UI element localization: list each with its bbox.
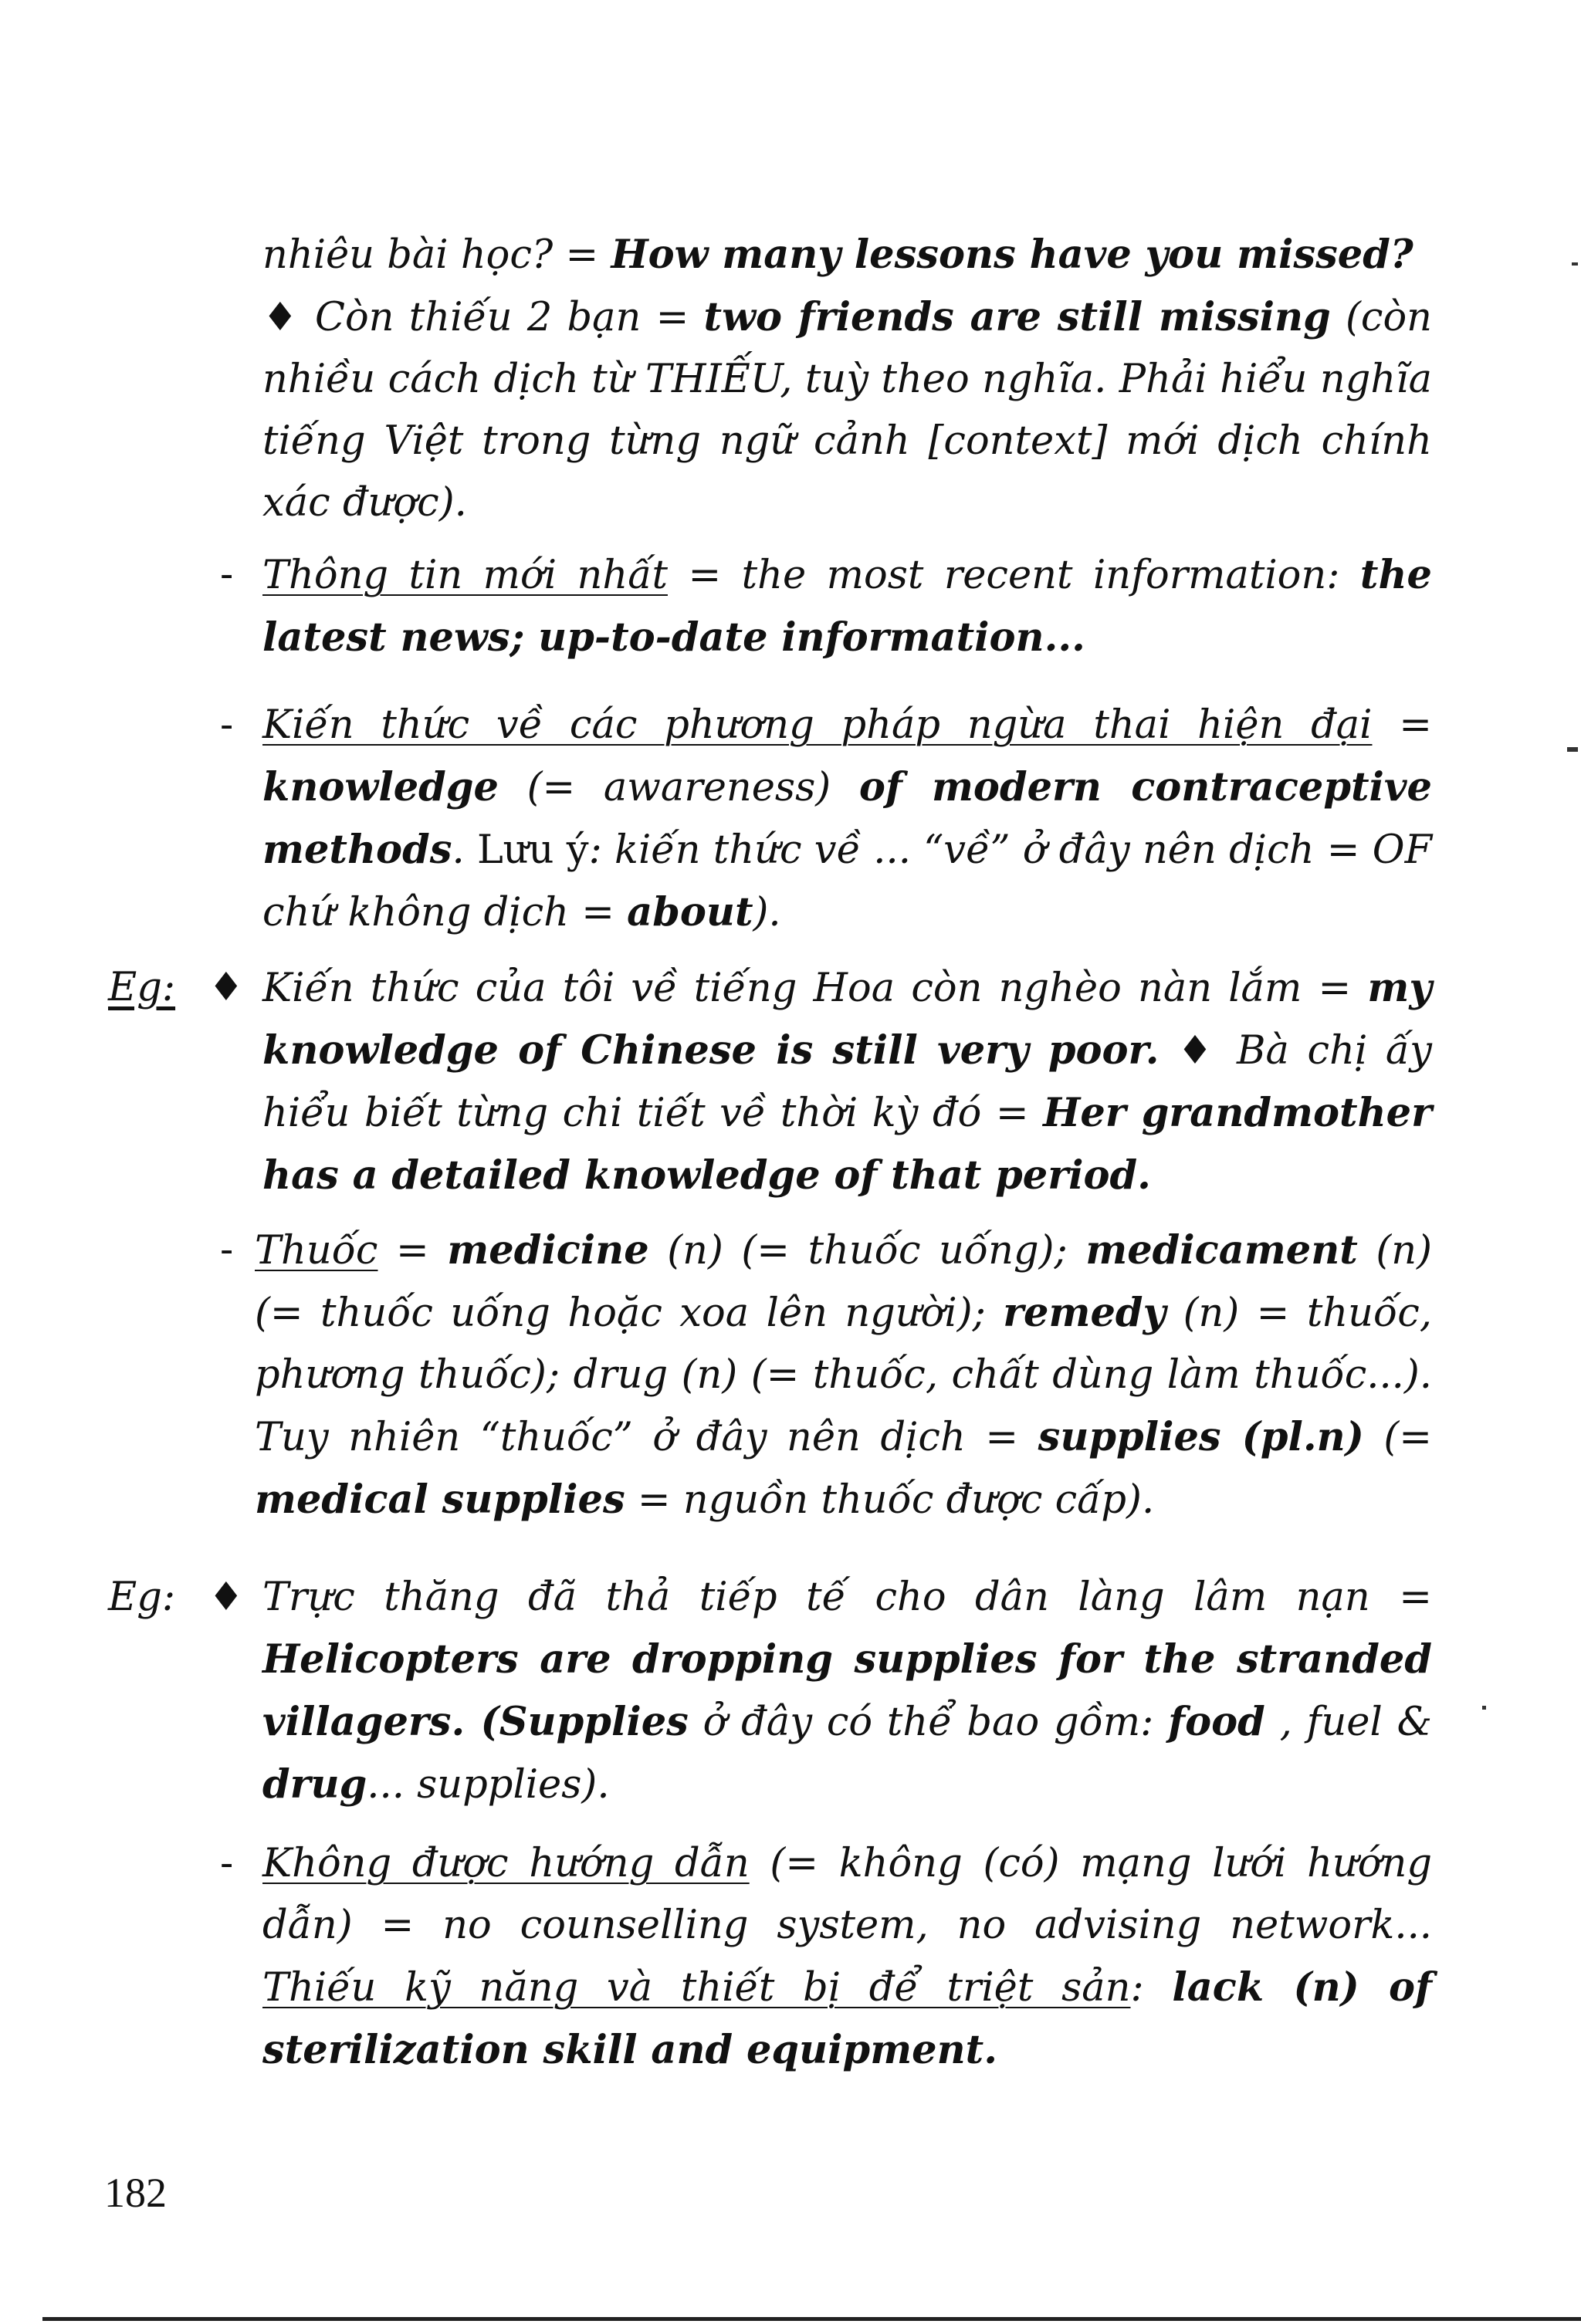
vietnamese-term: Thông tin mới nhất	[262, 553, 668, 598]
english-translation: two friends are still missing	[703, 294, 1331, 340]
english-word: food	[1168, 1699, 1265, 1745]
text: (còn nhiều cách dịch từ THIẾU, tuỳ theo nghĩa. Phải hiểu nghĩa tiếng Việt trong từng ngữ cảnh [context] mới dịch chính xác được).	[262, 295, 1432, 526]
text: ... supplies).	[367, 1762, 610, 1808]
english-translation: the latest news; up-to-date information...	[262, 552, 1432, 661]
text: ).	[753, 890, 781, 935]
scan-mark	[1567, 747, 1578, 752]
bullet-icon: ♦	[1177, 1028, 1219, 1074]
eg-text: Eg:	[108, 965, 176, 1010]
vietnamese-term: Kiến thức về các phương pháp ngừa thai hiện đại	[262, 702, 1373, 748]
dash-marker: -	[220, 552, 234, 597]
english-translation: my knowledge of Chinese is still very poor.	[262, 965, 1432, 1074]
entry-medicine	[220, 1220, 1433, 1531]
paragraph-lessons-missing	[262, 224, 1432, 534]
page-number: 182	[104, 2170, 167, 2216]
text: (=	[1363, 1415, 1433, 1460]
text: = nguồn thuốc được cấp).	[625, 1477, 1155, 1523]
text: Bà chị ấy hiểu biết từng chi tiết về thời kỳ đó =	[262, 1028, 1432, 1136]
dash-marker: -	[220, 1227, 234, 1273]
text: Trực thăng đã thả tiếp tế cho dân làng lâm nạn =	[262, 1575, 1432, 1620]
entry-contraceptive-knowledge	[220, 695, 1432, 944]
english-translation: How many lessons have you missed?	[611, 232, 1413, 278]
text: (= không (có) mạng lưới hướng dẫn) = no counselling system, no advising network...	[262, 1841, 1432, 1948]
text: , fuel &	[1264, 1700, 1432, 1745]
english-word: about	[627, 889, 753, 935]
english-word: medicament	[1085, 1227, 1358, 1274]
text: nhiêu bài học? =	[262, 232, 611, 278]
text: :	[1130, 1965, 1173, 2011]
text: (= awareness)	[498, 765, 859, 810]
english-word: medicine	[447, 1227, 649, 1274]
example-helicopter-supplies	[108, 1567, 1432, 1816]
example-label: Eg:	[108, 1575, 176, 1620]
vietnamese-term: Thuốc	[255, 1228, 378, 1274]
english-translation: Helicopters are dropping supplies for the stranded villagers. (Supplies	[262, 1636, 1432, 1745]
entry-latest-information	[220, 544, 1432, 669]
english-word: remedy	[1003, 1290, 1166, 1336]
example-label	[108, 957, 175, 1019]
text: (n) = thuốc, phương thuốc); drug (n) (= thuốc, chất dùng làm thuốc...). Tuy nhiên “thuốc” ở đây nên dịch =	[255, 1291, 1432, 1460]
english-word: medical supplies	[255, 1477, 625, 1523]
english-translation: knowledge	[262, 764, 499, 810]
text: (n) (= thuốc uống);	[648, 1228, 1086, 1274]
text: : kiến thức về ... “về” ở đây nên dịch = OF chứ không dịch =	[262, 827, 1432, 935]
bullet-icon: ♦	[208, 1575, 244, 1620]
example-chinese-knowledge	[108, 957, 1432, 1207]
english-translation: lack (n) of sterilization skill and equipment.	[262, 1964, 1432, 2073]
english-translation: of modern contraceptive methods	[262, 764, 1432, 873]
english-word: supplies (pl.n)	[1038, 1414, 1364, 1460]
dash-marker: -	[220, 1841, 234, 1886]
bullet-icon: ♦	[208, 965, 244, 1010]
dash-marker: -	[220, 702, 234, 748]
text: =	[1372, 702, 1432, 748]
text: Còn thiếu 2 bạn =	[300, 295, 704, 340]
text: Kiến thức của tôi về tiếng Hoa còn nghèo nàn lắm =	[262, 966, 1368, 1011]
text: =	[377, 1228, 448, 1274]
english-translation: Her grandmother has a detailed knowledge of that period.	[262, 1090, 1432, 1199]
text: = the most recent information:	[667, 553, 1360, 598]
entry-no-counselling	[220, 1833, 1432, 2082]
scan-mark	[1482, 1706, 1486, 1710]
vietnamese-term: Không được hướng dẫn	[262, 1841, 750, 1886]
bullet-icon: ♦	[262, 295, 300, 340]
text: ở đây có thể bao gồm:	[688, 1700, 1169, 1745]
english-word: drug	[262, 1761, 367, 1808]
scan-mark	[1572, 262, 1578, 266]
note-label: Lưu ý	[476, 827, 589, 873]
page-bottom-rule	[42, 2317, 1581, 2321]
vietnamese-term: Thiếu kỹ năng và thiết bị để triệt sản	[262, 1965, 1131, 2011]
text: (n) (= thuốc uống hoặc xoa lên người);	[255, 1228, 1433, 1336]
text: .	[452, 827, 477, 873]
